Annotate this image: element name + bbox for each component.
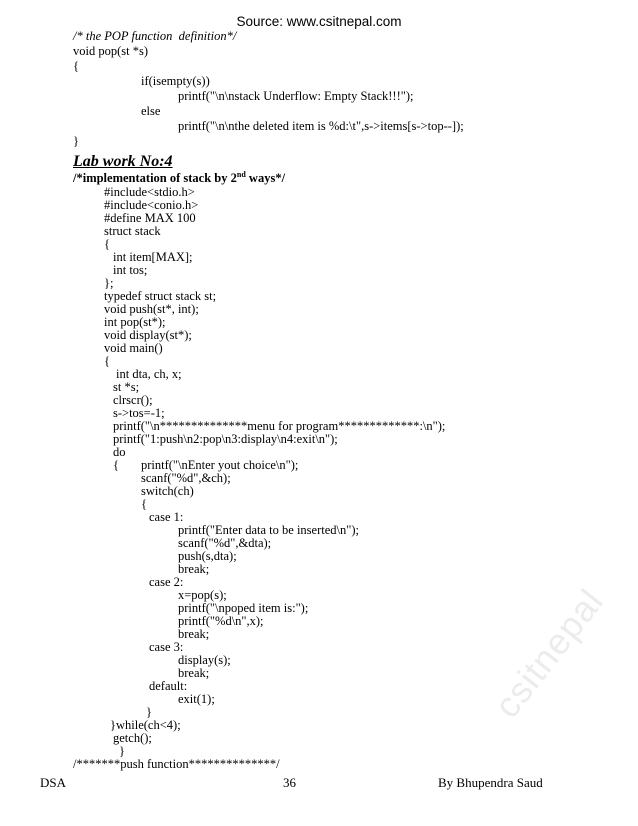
code-line: st *s; xyxy=(113,380,140,394)
code-line: /*******push function**************/ xyxy=(73,757,280,771)
code-line: void pop(st *s) xyxy=(73,44,148,58)
code-line: getch(); xyxy=(113,731,152,745)
code-line: typedef struct stack st; xyxy=(104,289,217,303)
code-line: else xyxy=(141,104,161,118)
footer-left: DSA xyxy=(40,775,67,790)
code-line: printf("1:push\n2:pop\n3:display\n4:exit\n"); xyxy=(113,432,338,446)
code-line: struct stack xyxy=(104,224,161,238)
lab-title: Lab work No:4 xyxy=(73,153,173,170)
impl-sup: nd xyxy=(236,170,246,179)
code-line: default: xyxy=(149,679,188,693)
watermark: csitnepal xyxy=(486,580,612,726)
code-line: } xyxy=(119,744,125,758)
code-line: void display(st*); xyxy=(104,328,192,342)
footer-author: By Bhupendra Saud xyxy=(438,775,543,790)
code-line: case 2: xyxy=(149,575,184,589)
page-number: 36 xyxy=(283,775,296,790)
code-line: } xyxy=(73,134,79,148)
code-line: case 1: xyxy=(149,510,184,524)
code-line: }; xyxy=(104,276,114,290)
impl-comment xyxy=(73,170,285,186)
code-line: case 3: xyxy=(149,640,184,654)
code-line: exit(1); xyxy=(178,692,215,706)
code-line: printf("\n\nthe deleted item is %d:\t",s->items[s->top--]); xyxy=(178,119,464,133)
code-line: { xyxy=(141,497,147,511)
code-line: do xyxy=(113,445,126,459)
code-line: { xyxy=(73,59,79,73)
code-line: printf("Enter data to be inserted\n"); xyxy=(178,523,359,537)
code-line: { xyxy=(104,237,110,251)
code-line: clrscr(); xyxy=(113,393,153,407)
code-line: int pop(st*); xyxy=(104,315,166,329)
code-line: break; xyxy=(178,666,210,680)
code-line: printf("%d\n",x); xyxy=(178,614,264,628)
code-line: int dta, ch, x; xyxy=(116,367,182,381)
code-line: void push(st*, int); xyxy=(104,302,199,316)
code-line: #include<stdio.h> xyxy=(104,185,195,199)
source-header: Source: www.csitnepal.com xyxy=(236,14,402,29)
code-line: void main() xyxy=(104,341,163,355)
impl-post: ways*/ xyxy=(245,171,286,186)
code-line: break; xyxy=(178,562,210,576)
code-line: printf("\n\nstack Underflow: Empty Stack!!!"); xyxy=(178,89,414,103)
code-line: #include<conio.h> xyxy=(104,198,199,212)
code-line: push(s,dta); xyxy=(178,549,237,563)
code-line: break; xyxy=(178,627,210,641)
code-line: scanf("%d",&ch); xyxy=(141,471,231,485)
code-line: #define MAX 100 xyxy=(104,211,196,225)
code-line: x=pop(s); xyxy=(178,588,227,602)
code-line: int item[MAX]; xyxy=(113,250,193,264)
code-line: printf("\n**************menu for program*************:\n"); xyxy=(113,419,446,433)
code-line: s->tos=-1; xyxy=(113,406,165,420)
code-line: scanf("%d",&dta); xyxy=(178,536,272,550)
code-line: switch(ch) xyxy=(141,484,194,498)
code-line: display(s); xyxy=(178,653,231,667)
code-line: int tos; xyxy=(113,263,148,277)
code-line: { xyxy=(104,354,110,368)
code-line: } xyxy=(146,705,152,719)
impl-pre: /*implementation of stack by 2 xyxy=(73,171,237,186)
comment-line: /* the POP function definition*/ xyxy=(73,29,237,43)
code-line: printf("\nEnter yout choice\n"); xyxy=(141,458,299,472)
code-line: if(isempty(s)) xyxy=(141,74,210,88)
code-line: }while(ch<4); xyxy=(110,718,181,732)
code-line: printf("\npoped item is:"); xyxy=(178,601,309,615)
code-line: { xyxy=(113,458,119,472)
